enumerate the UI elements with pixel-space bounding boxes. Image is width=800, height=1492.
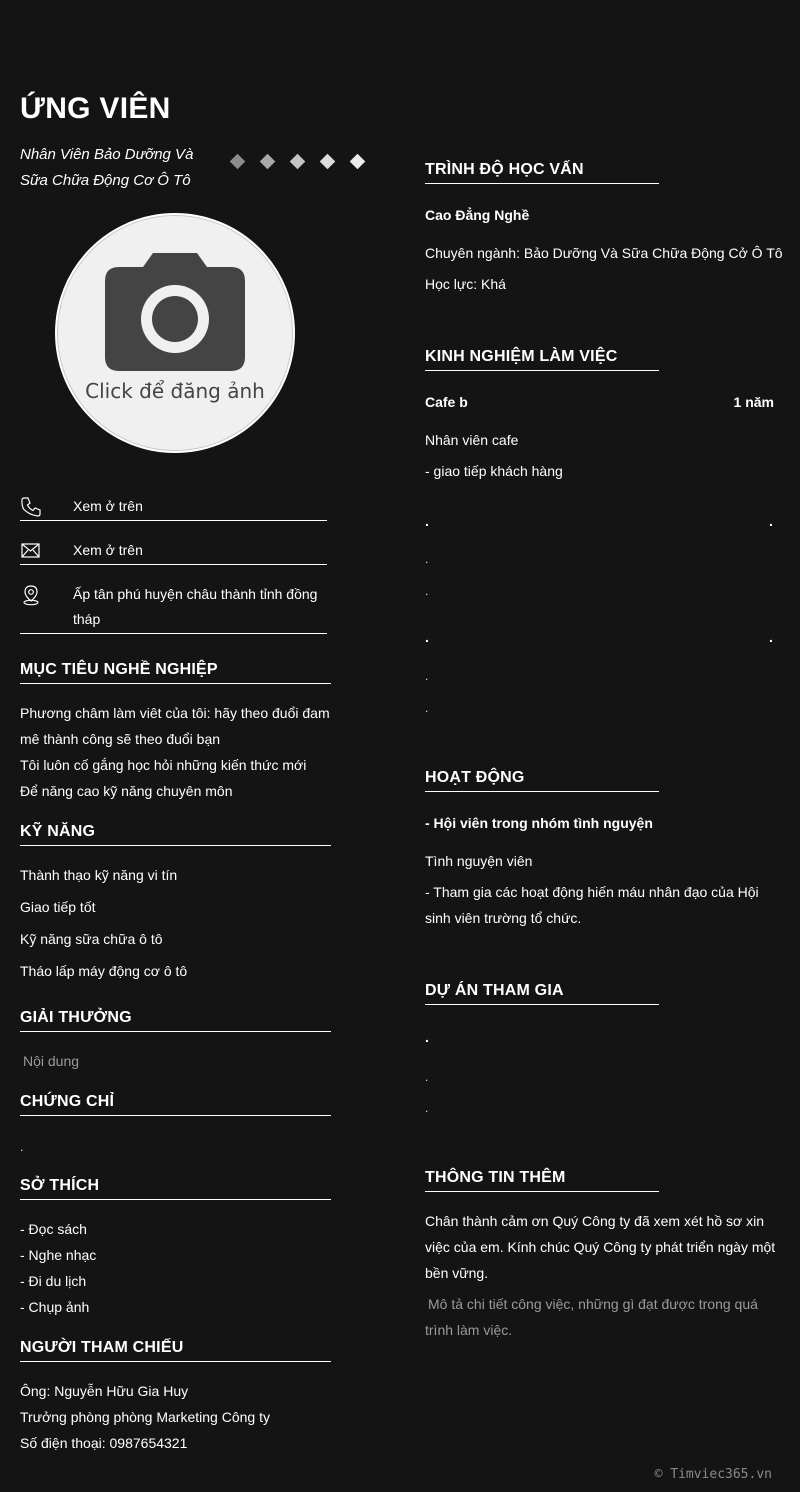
rating-diamond [230, 154, 246, 170]
experience-placeholder-dot: . [425, 629, 429, 645]
email-icon [20, 540, 42, 562]
rating-diamond [350, 154, 366, 170]
objective-line: Tôi luôn cố gắng học hỏi những kiến thức mới [20, 757, 307, 773]
reference-line: Số điện thoại: 0987654321 [20, 1435, 188, 1451]
reference-line: Ông: Nguyễn Hữu Gia Huy [20, 1383, 189, 1399]
experience-placeholder-dot: . [425, 552, 429, 566]
job-title [20, 142, 220, 194]
objective-line: Phương châm làm viêt của tôi: hãy theo đuổi đam [20, 705, 330, 721]
phone-value: Xem ở trên [73, 498, 143, 514]
section-title-activities: HOẠT ĐỘNG [425, 769, 659, 792]
more-info-line: Chân thành cảm ơn Quý Công ty đã xem xét hồ sơ xin [425, 1213, 764, 1229]
activity-detail-line: - Tham gia các hoạt động hiến máu nhân đạo của Hội [425, 884, 759, 900]
education-school: Cao Đẳng Nghề [425, 207, 530, 223]
activity-detail [425, 879, 775, 931]
activity-org: - Hội viên trong nhóm tình nguyện [425, 815, 653, 831]
objective-line: mê thành công sẽ theo đuổi bạn [20, 731, 221, 747]
experience-position: Nhân viên cafe [425, 432, 519, 448]
project-placeholder-dot: . [425, 1101, 429, 1115]
certificates-content: . [20, 1140, 24, 1154]
location-icon [20, 584, 42, 606]
section-title-skills: KỸ NĂNG [20, 823, 331, 846]
experience-placeholder-dot: . [425, 584, 429, 598]
reference-line: Trưởng phòng phòng Marketing Công ty [20, 1409, 270, 1425]
more-info-content [425, 1208, 785, 1286]
experience-placeholder-dot: . [769, 513, 773, 529]
project-placeholder-dot: . [425, 1029, 429, 1045]
rating-diamonds [232, 156, 363, 167]
candidate-title: ỨNG VIÊN [20, 92, 171, 125]
project-placeholder-dot: . [425, 1070, 429, 1084]
address-line: tháp [73, 611, 101, 627]
more-info-line: việc của em. Kính chúc Quý Công ty phát triển ngày một [425, 1239, 776, 1255]
photo-caption: Click để đăng ảnh [85, 379, 265, 403]
address-line: Ấp tân phú huyện châu thành tỉnh đồng [73, 586, 318, 602]
footer-copyright: © Timviec365.vn [654, 1467, 772, 1482]
skill-item: Kỹ năng sữa chữa ô tô [20, 931, 163, 947]
experience-placeholder-dot: . [769, 629, 773, 645]
section-title-more-info: THÔNG TIN THÊM [425, 1169, 659, 1192]
section-title-awards: GIẢI THƯỞNG [20, 1009, 331, 1032]
hobbies-content [20, 1216, 331, 1320]
job-title-line: Sữa Chữa Động Cơ Ô Tô [20, 172, 191, 189]
contact-address [20, 584, 327, 634]
skill-item: Tháo lấp máy động cơ ô tô [20, 963, 188, 979]
more-info-hint [425, 1291, 785, 1343]
more-info-hint-line: Mô tả chi tiết công việc, những gì đạt được trong quá [428, 1296, 758, 1312]
education-major: Chuyên ngành: Bảo Dưỡng Và Sữa Chữa Động Cở Ô Tô [425, 245, 783, 261]
email-value: Xem ở trên [73, 542, 143, 558]
section-title-certificates: CHỨNG CHỈ [20, 1093, 331, 1116]
contact-phone [20, 496, 327, 521]
camera-icon [105, 251, 245, 371]
education-grade: Học lực: Khá [425, 276, 506, 292]
objective-content [20, 700, 331, 804]
awards-content: Nội dung [23, 1053, 80, 1069]
job-title-line: Nhân Viên Bảo Dưỡng Và [20, 146, 194, 163]
photo-upload[interactable] [55, 213, 295, 453]
address-value [73, 582, 329, 632]
rating-diamond [290, 154, 306, 170]
section-title-experience: KINH NGHIỆM LÀM VIỆC [425, 348, 659, 371]
hobby-item: - Đi du lịch [20, 1273, 87, 1289]
reference-content [20, 1378, 331, 1456]
experience-detail: - giao tiếp khách hàng [425, 463, 563, 479]
activity-detail-line: sinh viên trường tổ chức. [425, 910, 582, 926]
section-title-objective: MỤC TIÊU NGHỀ NGHIỆP [20, 661, 331, 684]
objective-line: Để năng cao kỹ năng chuyên môn [20, 783, 233, 799]
activity-role: Tình nguyện viên [425, 853, 533, 869]
contact-email [20, 540, 327, 565]
skill-item: Thành thạo kỹ năng vi tín [20, 867, 178, 883]
hobby-item: - Chụp ảnh [20, 1299, 90, 1315]
experience-placeholder-dot: . [425, 701, 429, 715]
section-title-projects: DỰ ÁN THAM GIA [425, 982, 659, 1005]
phone-icon [20, 496, 42, 518]
skill-item: Giao tiếp tốt [20, 899, 96, 915]
section-title-hobbies: SỞ THÍCH [20, 1177, 331, 1200]
section-title-education: TRÌNH ĐỘ HỌC VẤN [425, 161, 659, 184]
section-title-reference: NGƯỜI THAM CHIẾU [20, 1339, 331, 1362]
hobby-item: - Nghe nhạc [20, 1247, 97, 1263]
experience-placeholder-dot: . [425, 513, 429, 529]
more-info-line: bền vững. [425, 1265, 489, 1281]
more-info-hint-line: trình làm việc. [425, 1322, 513, 1338]
experience-placeholder-dot: . [425, 669, 429, 683]
hobby-item: - Đọc sách [20, 1221, 87, 1237]
experience-duration: 1 năm [733, 394, 774, 410]
rating-diamond [260, 154, 276, 170]
experience-company: Cafe b [425, 394, 468, 410]
rating-diamond [320, 154, 336, 170]
